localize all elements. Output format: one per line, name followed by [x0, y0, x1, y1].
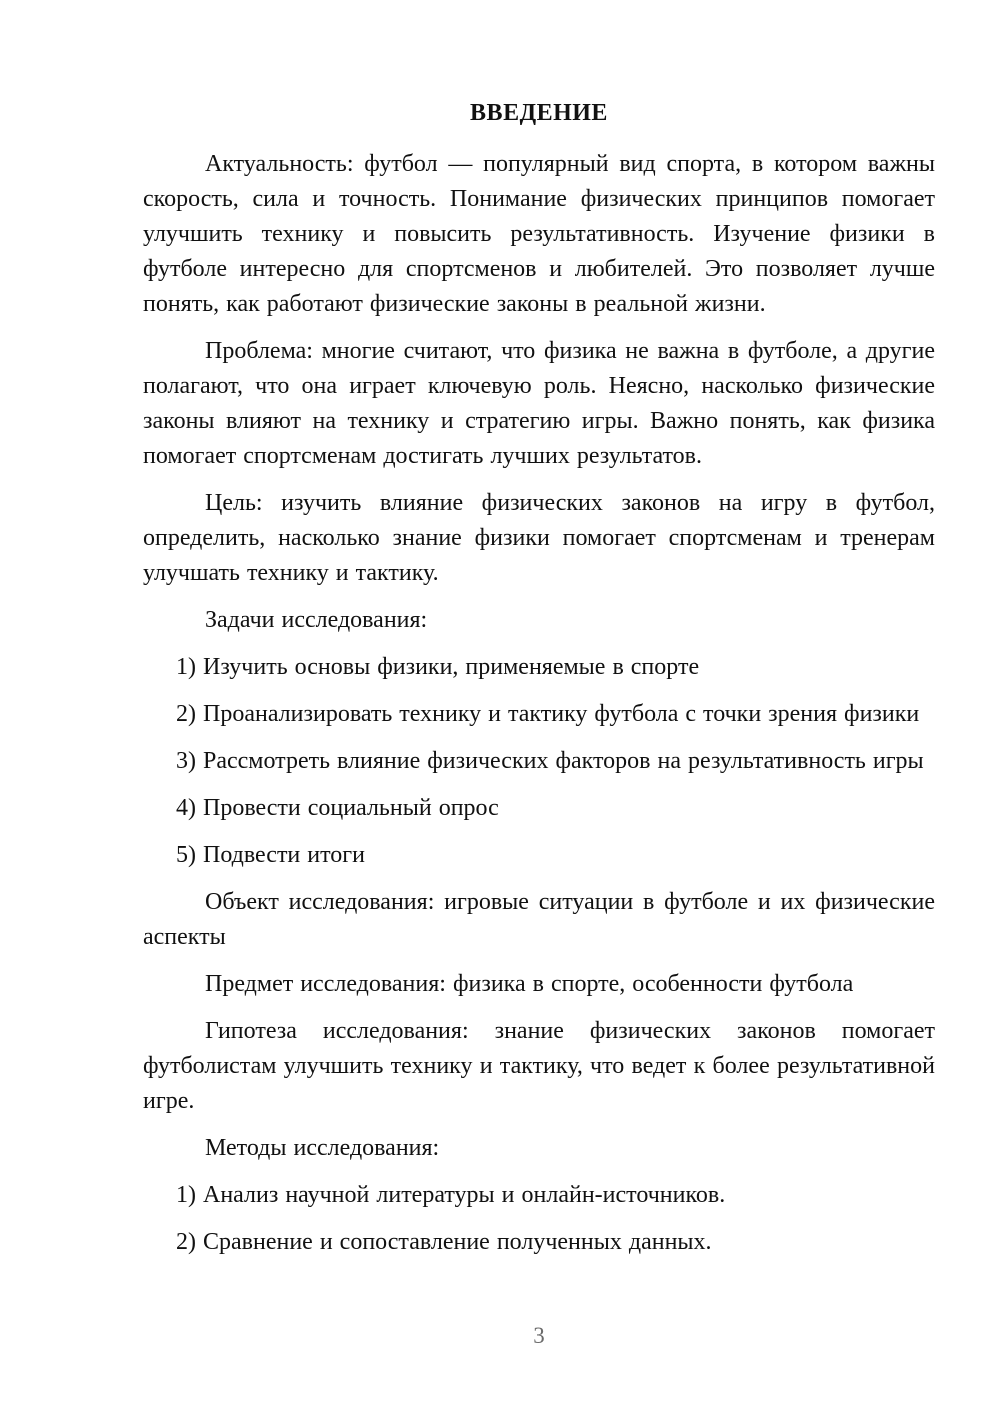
- task-item-2: 2) Проанализировать технику и тактику футбола с точки зрения физики: [176, 701, 920, 727]
- task-item-3: 3) Рассмотреть влияние физических факторов на результативность игры: [176, 748, 924, 774]
- paragraph-goal: Цель: изучить влияние физических законов на игру в футбол, определить, насколько знание физики помогает спортсменам и тренерам улучшать технику и тактику.: [143, 490, 935, 586]
- method-item-1: 1) Анализ научной литературы и онлайн-источников.: [176, 1182, 726, 1208]
- paragraph-object: Объект исследования: игровые ситуации в футболе и их физические аспекты: [143, 889, 935, 950]
- method-item-2: 2) Сравнение и сопоставление полученных данных.: [176, 1229, 712, 1255]
- heading-tasks: Задачи исследования:: [205, 607, 428, 633]
- page-number: 3: [533, 1323, 545, 1348]
- heading-methods: Методы исследования:: [205, 1135, 440, 1161]
- paragraph-subject: Предмет исследования: физика в спорте, особенности футбола: [205, 971, 854, 997]
- task-item-1: 1) Изучить основы физики, применяемые в спорте: [176, 654, 700, 680]
- paragraph-hypothesis: Гипотеза исследования: знание физических законов помогает футболистам улучшить технику и тактику, что ведет к более результативной игре.: [143, 1018, 935, 1114]
- paragraph-problem: Проблема: многие считают, что физика не важна в футболе, а другие полагают, что она играет ключевую роль. Неясно, насколько физические законы влияют на технику и стратегию игры. Важно понять, как физика помогает спортсменам достигать лучших результатов.: [143, 338, 935, 469]
- task-item-5: 5) Подвести итоги: [176, 842, 365, 868]
- task-item-4: 4) Провести социальный опрос: [176, 795, 499, 821]
- paragraph-relevance: Актуальность: футбол — популярный вид спорта, в котором важны скорость, сила и точность. Понимание физических принципов помогает улучшить технику и повысить результативность. Изучение физики в футболе интересно для спортсменов и любителей. Это позволяет лучше понять, как работают физические законы в реальной жизни.: [143, 151, 935, 317]
- page-title: ВВЕДЕНИЕ: [470, 100, 608, 126]
